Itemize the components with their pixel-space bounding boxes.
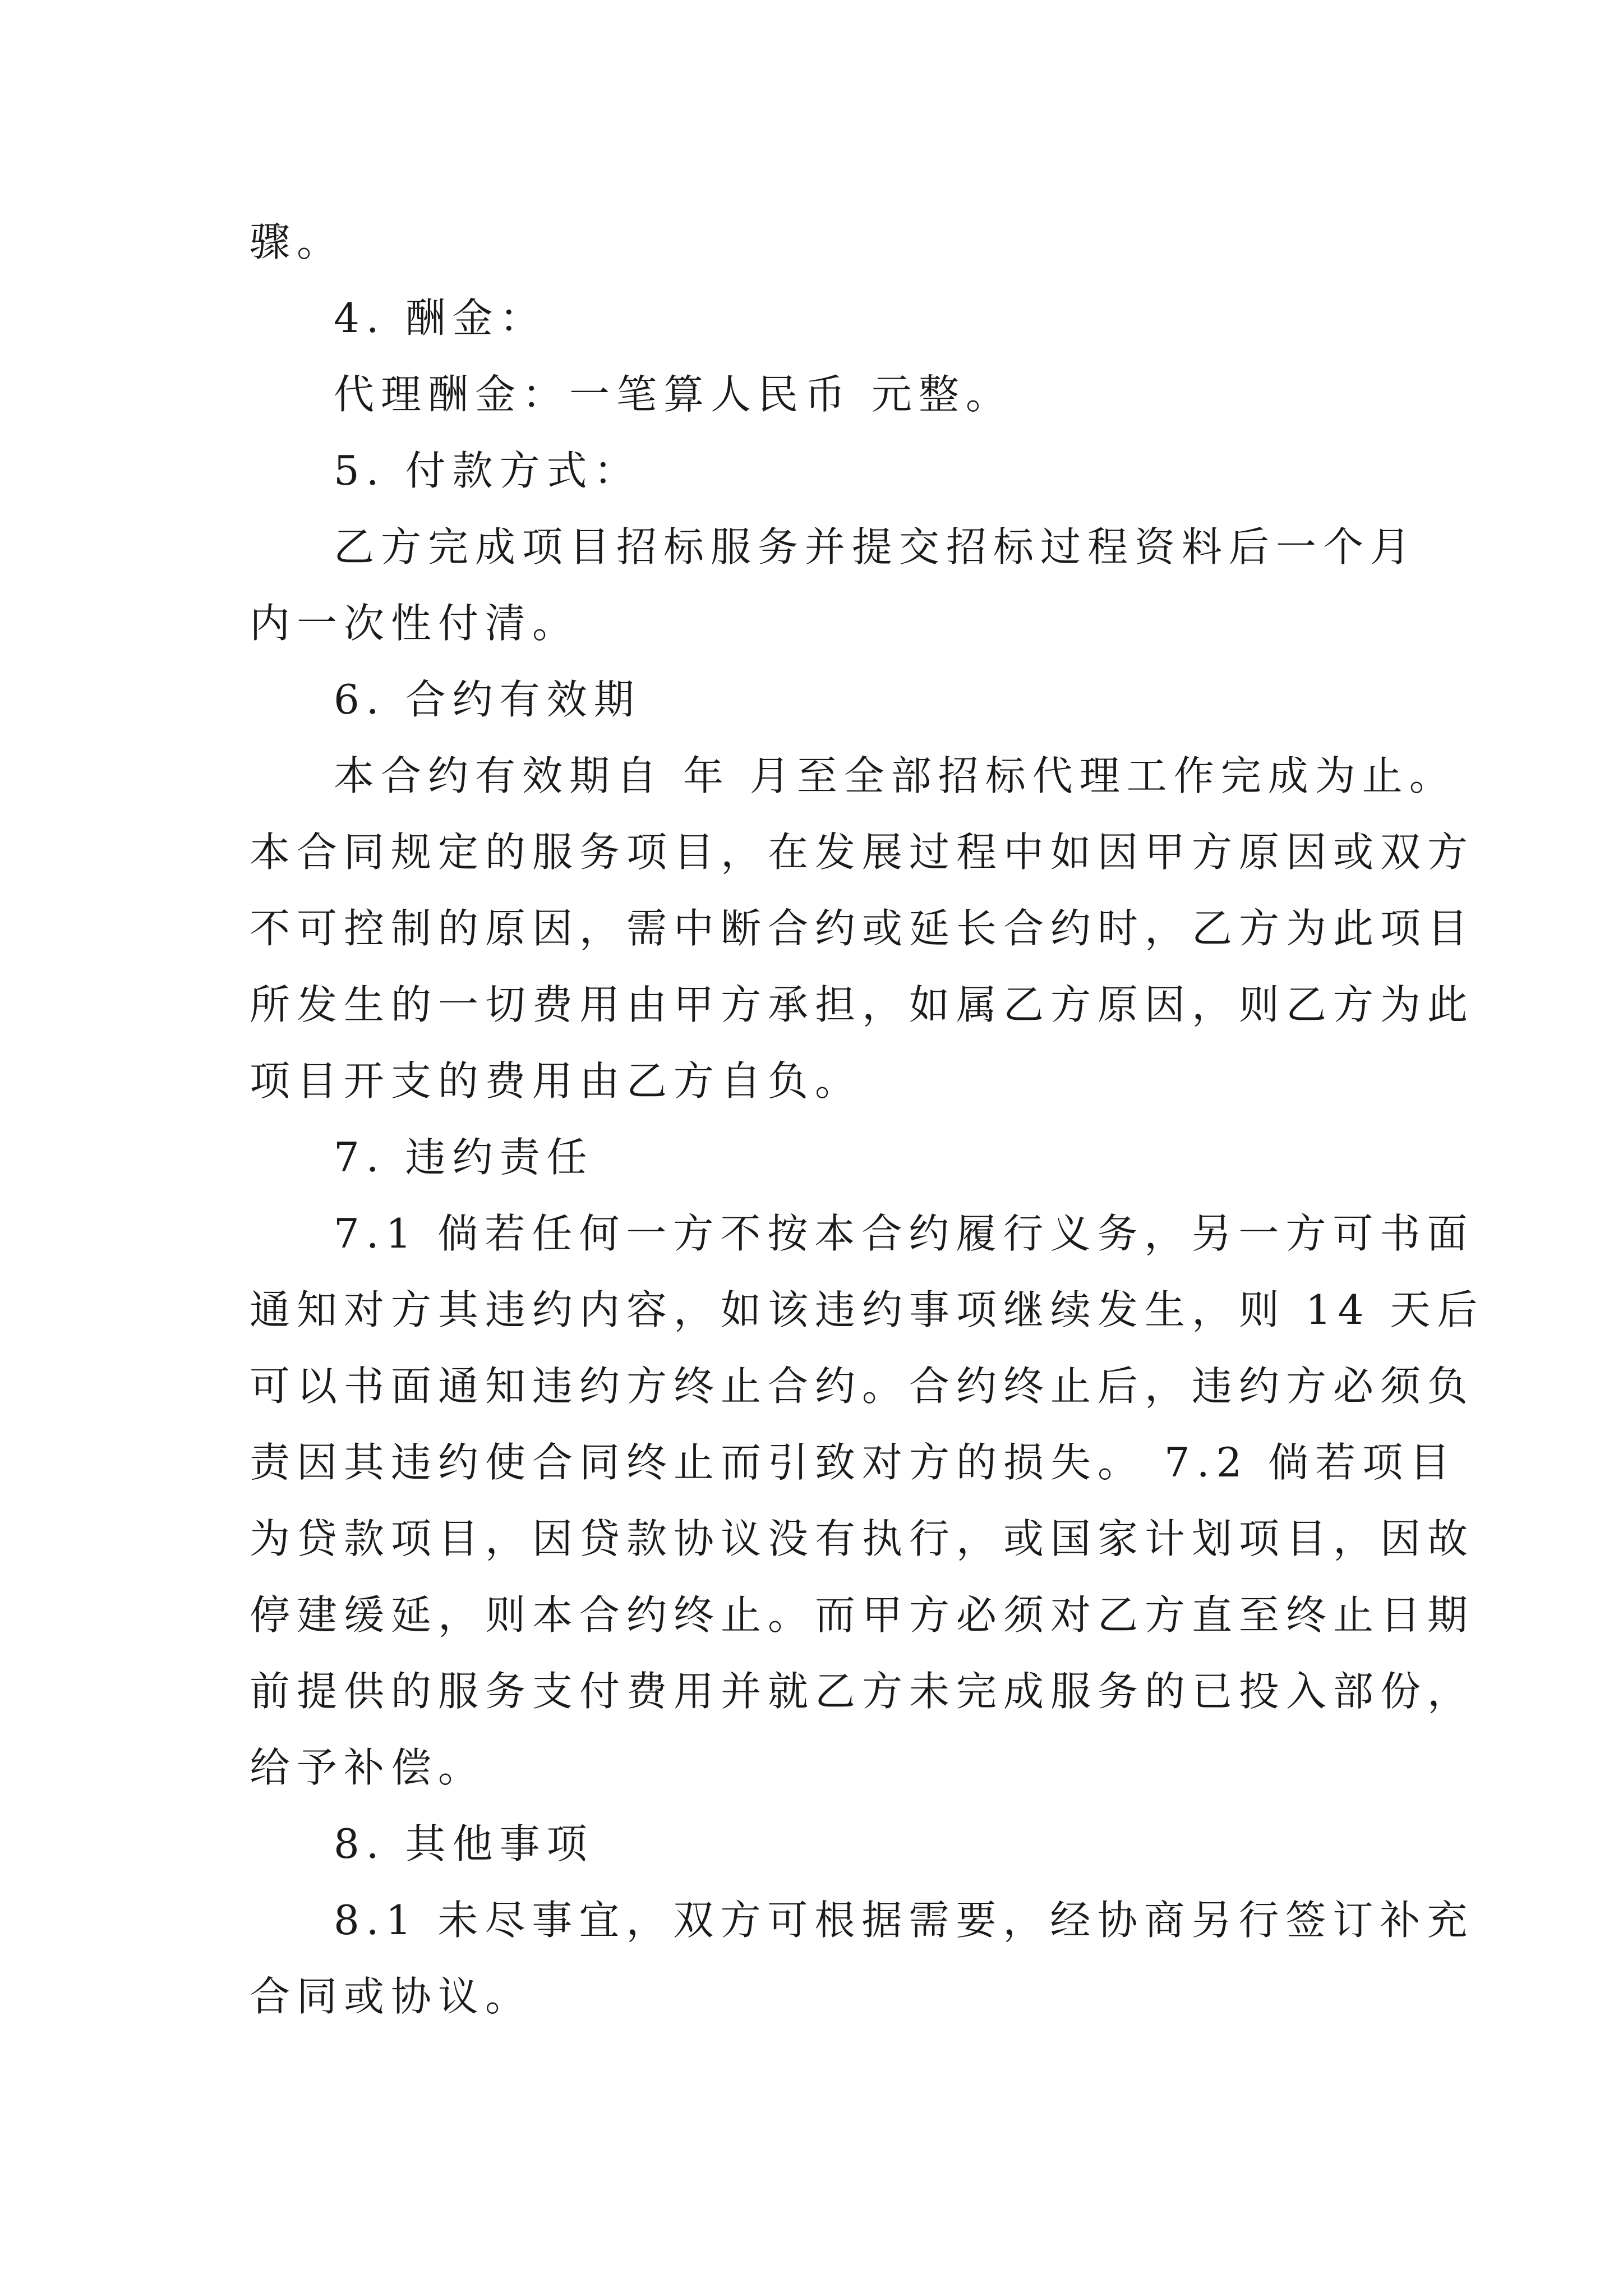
text-line: 不可控制的原因，需中断合约或延长合约时，乙方为此项目: [250, 905, 1475, 952]
text-line: 所发生的一切费用由甲方承担，如属乙方原因，则乙方为此: [250, 981, 1475, 1028]
section-heading-other-matters: 8. 其他事项: [334, 1820, 594, 1867]
text-line: 前提供的服务支付费用并就乙方未完成服务的已投入部份，: [250, 1668, 1475, 1715]
text-line: 项目开支的费用由乙方自负。: [250, 1057, 863, 1105]
text-line: 8.1 未尽事宜，双方可根据需要，经协商另行签订补充: [334, 1897, 1474, 1944]
text-line: 责因其违约使合同终止而引致对方的损失。 7.2 倘若项目: [250, 1439, 1457, 1486]
text-line: 代理酬金：一笔算人民币 元整。: [334, 371, 1013, 418]
text-line: 通知对方其违约内容，如该违约事项继续发生，则 14 天后: [250, 1286, 1484, 1333]
text-line: 停建缓延，则本合约终止。而甲方必须对乙方直至终止日期: [250, 1591, 1475, 1639]
text-line: 为贷款项目，因贷款协议没有执行，或国家计划项目，因故: [250, 1515, 1475, 1562]
text-line: 内一次性付清。: [250, 600, 580, 647]
text-line: 7.1 倘若任何一方不按本合约履行义务，另一方可书面: [334, 1210, 1474, 1257]
text-line: 合同或协议。: [250, 1973, 533, 2020]
text-line: 本合约有效期自 年 月至全部招标代理工作完成为止。: [334, 752, 1456, 799]
section-heading-remuneration: 4. 酬金：: [334, 295, 547, 342]
text-line: 乙方完成项目招标服务并提交招标过程资料后一个月: [334, 523, 1418, 570]
text-line: 可以书面通知违约方终止合约。合约终止后，违约方必须负: [250, 1363, 1475, 1410]
text-line: 本合同规定的服务项目，在发展过程中如因甲方原因或双方: [250, 829, 1475, 876]
text-line: 给予补偿。: [250, 1744, 486, 1791]
section-heading-validity: 6. 合约有效期: [334, 676, 641, 723]
text-line: 骤。: [250, 218, 344, 265]
section-heading-payment-method: 5. 付款方式：: [334, 447, 641, 494]
section-heading-breach: 7. 违约责任: [334, 1134, 594, 1181]
